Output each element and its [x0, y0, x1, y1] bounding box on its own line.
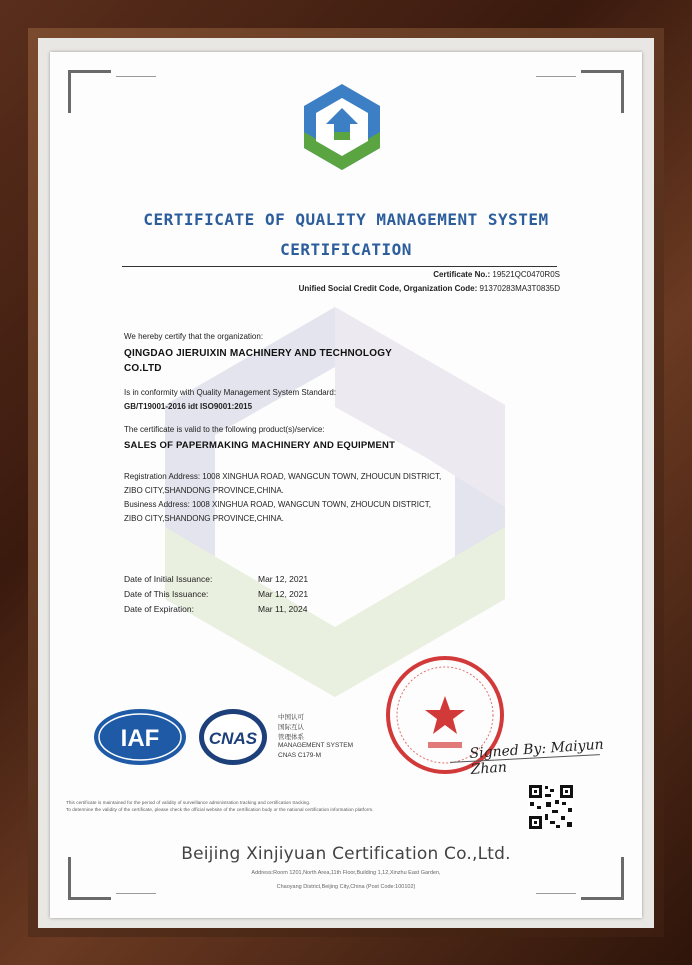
registration-address-line1: Registration Address: 1008 XINGHUA ROAD, WANGCUN TOWN, ZHOUCUN DISTRICT,	[124, 472, 442, 481]
cnas-logo-text: CNAS	[208, 729, 258, 748]
standard-text: GB/T19001-2016 idt ISO9001:2015	[124, 402, 253, 411]
iaf-logo	[92, 707, 188, 767]
corner-rule	[536, 76, 576, 77]
organization-name-line1: QINGDAO JIERUIXIN MACHINERY AND TECHNOLOGY	[124, 348, 393, 359]
issuer-address-line2: Chaoyang District,Beijing City,China (Post Code:100102)	[276, 884, 416, 890]
registration-address-line2: ZIBO CITY,SHANDONG PROVINCE,CHINA.	[124, 486, 284, 495]
organization-name-line2: CO.LTD	[124, 363, 162, 374]
credit-code-label: Unified Social Credit Code, Organization Code:	[298, 284, 478, 293]
fine-print-line1: This certificate is maintained for the period of validity of surveillance administration tracking and certification tracking.	[66, 800, 311, 805]
corner-ornament-top-right	[581, 70, 624, 113]
business-address-line1: Business Address: 1008 XINGHUA ROAD, WANGCUN TOWN, ZHOUCUN DISTRICT,	[124, 500, 432, 509]
date-initial-value: Mar 12, 2021	[258, 574, 309, 584]
corner-ornament-top-left	[68, 70, 111, 113]
title-underline	[122, 266, 557, 267]
accreditation-line: CNAS C179-M	[278, 752, 321, 759]
date-this-label: Date of This Issuance:	[124, 589, 209, 599]
corner-rule	[536, 893, 576, 894]
corner-rule	[116, 76, 156, 77]
accreditation-line: MANAGEMENT SYSTEM	[278, 742, 354, 749]
certificate-title-line1: CERTIFICATE OF QUALITY MANAGEMENT SYSTEM	[143, 210, 549, 229]
credit-code	[299, 284, 560, 293]
certify-intro: We hereby certify that the organization:	[124, 332, 264, 341]
certificate-number	[433, 270, 560, 279]
iaf-logo-text: IAF	[120, 725, 160, 752]
date-this-value: Mar 12, 2021	[258, 589, 309, 599]
certificate-title-line2: CERTIFICATION	[280, 240, 412, 259]
business-address-line2: ZIBO CITY,SHANDONG PROVINCE,CHINA.	[124, 514, 284, 523]
certification-body-logo	[300, 82, 384, 172]
cnas-logo	[197, 707, 269, 767]
signature: Signed By: Maiyun Zhan	[469, 736, 605, 778]
date-initial-label: Date of Initial Issuance:	[124, 574, 213, 584]
certificate-paper	[50, 52, 642, 918]
fine-print-line2: To determine the validity of the certificate, please check the official website of the certification body or the national certification information platform.	[66, 807, 374, 812]
accreditation-line: 中国认可	[278, 714, 304, 721]
cert-no-value: 19521QC0470R0S	[492, 270, 560, 279]
date-expiration-label: Date of Expiration:	[124, 604, 194, 614]
scope-intro: The certificate is valid to the following product(s)/service:	[124, 425, 325, 434]
accreditation-line: 国际互认	[278, 724, 304, 731]
scope-text: SALES OF PAPERMAKING MACHINERY AND EQUIPMENT	[124, 440, 396, 451]
date-expiration-value: Mar 11, 2024	[258, 604, 308, 614]
credit-code-value: 91370283MA3T0835D	[479, 284, 560, 293]
issuer-address-line1: Address:Room 1201,North Area,11th Floor,Building 1,12,Xinzhu East Garden,	[251, 870, 441, 876]
cert-no-label: Certificate No.:	[433, 270, 491, 279]
issuer-name: Beijing Xinjiyuan Certification Co.,Ltd.	[181, 844, 511, 864]
accreditation-line: 管理体系	[278, 734, 304, 741]
corner-rule	[116, 893, 156, 894]
qr-code-icon	[528, 784, 574, 830]
conformity-text: Is in conformity with Quality Management System Standard:	[124, 388, 337, 397]
